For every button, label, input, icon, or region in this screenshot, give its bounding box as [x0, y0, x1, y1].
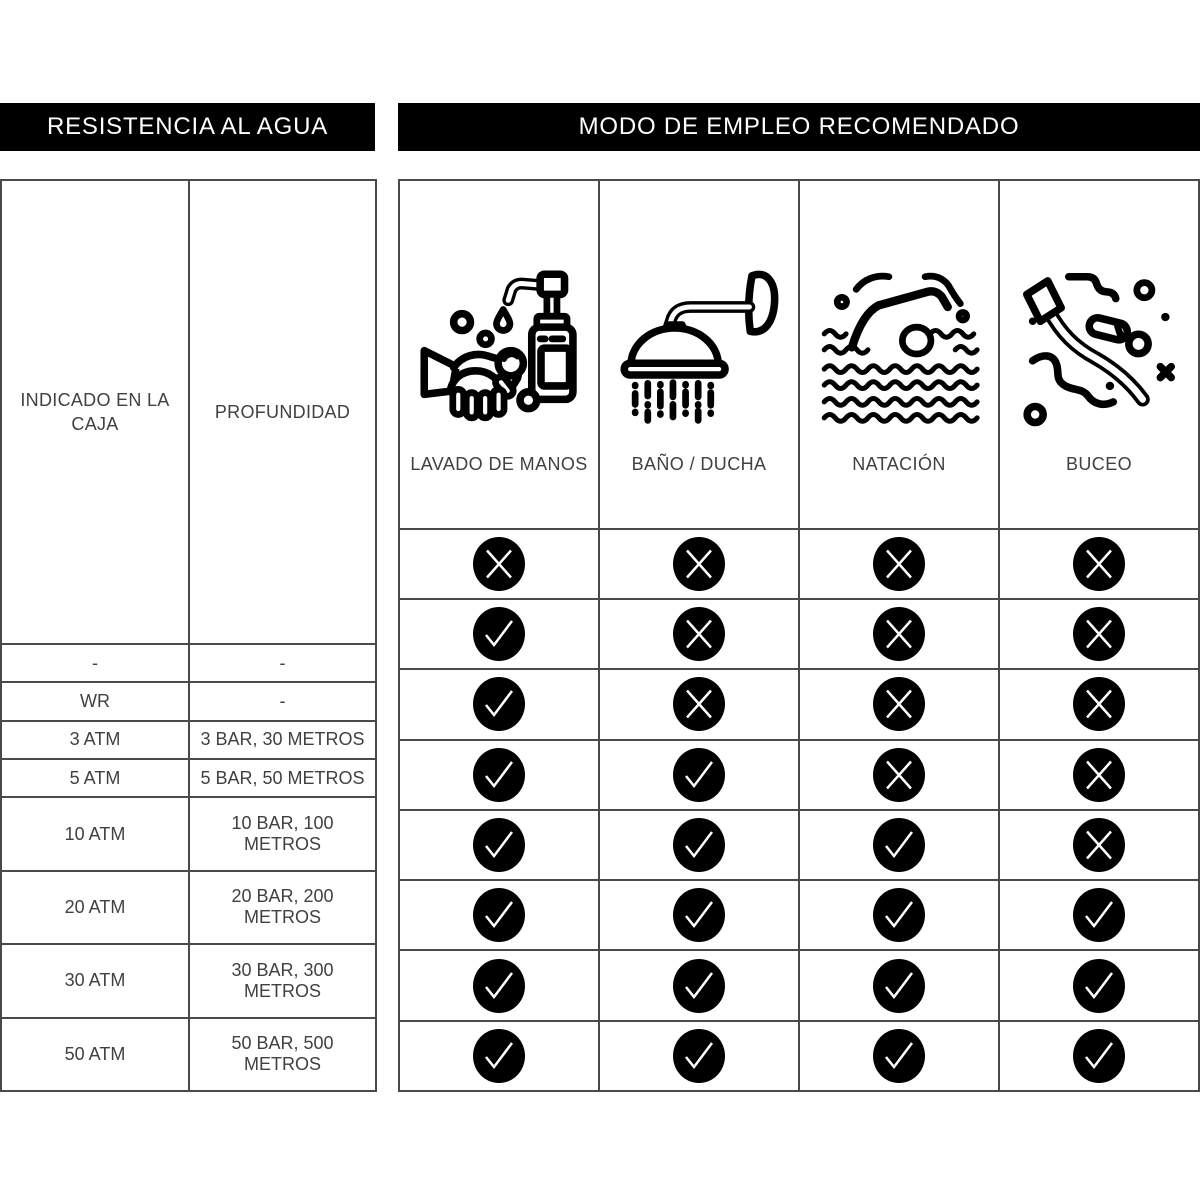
profundidad-cell: 10 BAR, 100 METROS [189, 797, 376, 870]
check-mark-cell [999, 1021, 1199, 1091]
activity-label-lavado: LAVADO DE MANOS [410, 454, 588, 475]
caja-cell: 3 ATM [1, 721, 189, 759]
resistance-row [1, 944, 376, 1017]
check-mark-cell [399, 950, 599, 1020]
scuba-diving-icon [1015, 218, 1183, 454]
right-section-title: MODO DE EMPLEO RECOMENDADO [578, 113, 1020, 140]
resistance-row [1, 682, 376, 720]
activity-header-lavado-de-manos [399, 180, 599, 529]
shower-icon [615, 218, 783, 454]
usage-row [399, 740, 1199, 810]
column-header-caja: INDICADO EN LA CAJA [1, 180, 189, 644]
check-mark-cell [599, 880, 799, 950]
check-mark-cell [999, 880, 1199, 950]
check-mark-cell [399, 880, 599, 950]
cross-icon [673, 607, 725, 661]
resistance-row [1, 1018, 376, 1091]
check-icon [473, 607, 525, 661]
profundidad-cell: 3 BAR, 30 METROS [189, 721, 376, 759]
activity-header-buceo [999, 180, 1199, 529]
usage-row [399, 880, 1199, 950]
profundidad-cell: 50 BAR, 500 METROS [189, 1018, 376, 1091]
check-icon [673, 959, 725, 1013]
right-section-header [398, 103, 1200, 151]
check-icon [873, 1029, 925, 1083]
profundidad-cell: - [189, 644, 376, 682]
cross-mark-cell [999, 740, 1199, 810]
cross-mark-cell [599, 529, 799, 599]
caja-cell: - [1, 644, 189, 682]
profundidad-cell: 30 BAR, 300 METROS [189, 944, 376, 1017]
check-icon [473, 959, 525, 1013]
cross-icon [873, 748, 925, 802]
left-section-title: RESISTENCIA AL AGUA [46, 113, 329, 140]
activity-header-bano-ducha [599, 180, 799, 529]
column-header-profundidad: PROFUNDIDAD [189, 180, 376, 644]
cross-icon [673, 677, 725, 731]
cross-icon [1073, 537, 1125, 591]
activity-label-ducha: BAÑO / DUCHA [631, 454, 767, 475]
recommended-use-table [398, 179, 1200, 1092]
cross-mark-cell [799, 599, 999, 669]
check-mark-cell [799, 950, 999, 1020]
caja-cell: 50 ATM [1, 1018, 189, 1091]
check-mark-cell [399, 810, 599, 880]
check-icon [673, 818, 725, 872]
resistance-row [1, 644, 376, 682]
usage-row [399, 810, 1199, 880]
caja-cell: 5 ATM [1, 759, 189, 797]
swimming-icon [815, 218, 983, 454]
resistance-row [1, 797, 376, 870]
resistance-row [1, 721, 376, 759]
cross-icon [1073, 677, 1125, 731]
check-icon [873, 818, 925, 872]
activity-header-row [399, 180, 1199, 529]
check-icon [673, 888, 725, 942]
check-icon [873, 888, 925, 942]
caja-cell: 20 ATM [1, 871, 189, 944]
usage-row [399, 599, 1199, 669]
check-icon [1073, 959, 1125, 1013]
check-icon [473, 677, 525, 731]
cross-icon [873, 677, 925, 731]
usage-row [399, 669, 1199, 739]
check-mark-cell [799, 880, 999, 950]
caja-cell: WR [1, 682, 189, 720]
cross-mark-cell [399, 529, 599, 599]
resistance-row [1, 759, 376, 797]
check-mark-cell [599, 950, 799, 1020]
check-mark-cell [399, 599, 599, 669]
cross-mark-cell [999, 599, 1199, 669]
usage-row [399, 950, 1199, 1020]
check-mark-cell [799, 1021, 999, 1091]
activity-header-natacion [799, 180, 999, 529]
usage-row [399, 1021, 1199, 1091]
cross-icon [873, 537, 925, 591]
cross-icon [873, 607, 925, 661]
check-icon [473, 818, 525, 872]
check-mark-cell [599, 810, 799, 880]
check-mark-cell [399, 1021, 599, 1091]
check-icon [673, 748, 725, 802]
check-mark-cell [599, 740, 799, 810]
resistance-header-row [1, 180, 376, 644]
activity-label-buceo: BUCEO [1065, 454, 1132, 475]
cross-mark-cell [799, 740, 999, 810]
profundidad-cell: - [189, 682, 376, 720]
resistance-row [1, 871, 376, 944]
check-mark-cell [999, 950, 1199, 1020]
check-mark-cell [399, 740, 599, 810]
check-mark-cell [399, 669, 599, 739]
activity-label-natacion: NATACIÓN [852, 454, 946, 475]
cross-mark-cell [799, 669, 999, 739]
check-icon [873, 959, 925, 1013]
check-icon [1073, 888, 1125, 942]
cross-icon [1073, 748, 1125, 802]
cross-icon [1073, 607, 1125, 661]
check-icon [473, 1029, 525, 1083]
profundidad-cell: 5 BAR, 50 METROS [189, 759, 376, 797]
check-icon [1073, 1029, 1125, 1083]
profundidad-cell: 20 BAR, 200 METROS [189, 871, 376, 944]
cross-mark-cell [999, 669, 1199, 739]
check-icon [473, 748, 525, 802]
water-resistance-table [0, 179, 377, 1092]
cross-mark-cell [599, 669, 799, 739]
cross-mark-cell [599, 599, 799, 669]
cross-icon [473, 537, 525, 591]
caja-cell: 30 ATM [1, 944, 189, 1017]
cross-mark-cell [999, 529, 1199, 599]
usage-row [399, 529, 1199, 599]
handwash-icon [415, 218, 583, 454]
cross-mark-cell [799, 529, 999, 599]
cross-icon [673, 537, 725, 591]
check-mark-cell [799, 810, 999, 880]
check-mark-cell [599, 1021, 799, 1091]
left-section-header [0, 103, 375, 151]
caja-cell: 10 ATM [1, 797, 189, 870]
cross-icon [1073, 818, 1125, 872]
cross-mark-cell [999, 810, 1199, 880]
check-icon [673, 1029, 725, 1083]
check-icon [473, 888, 525, 942]
